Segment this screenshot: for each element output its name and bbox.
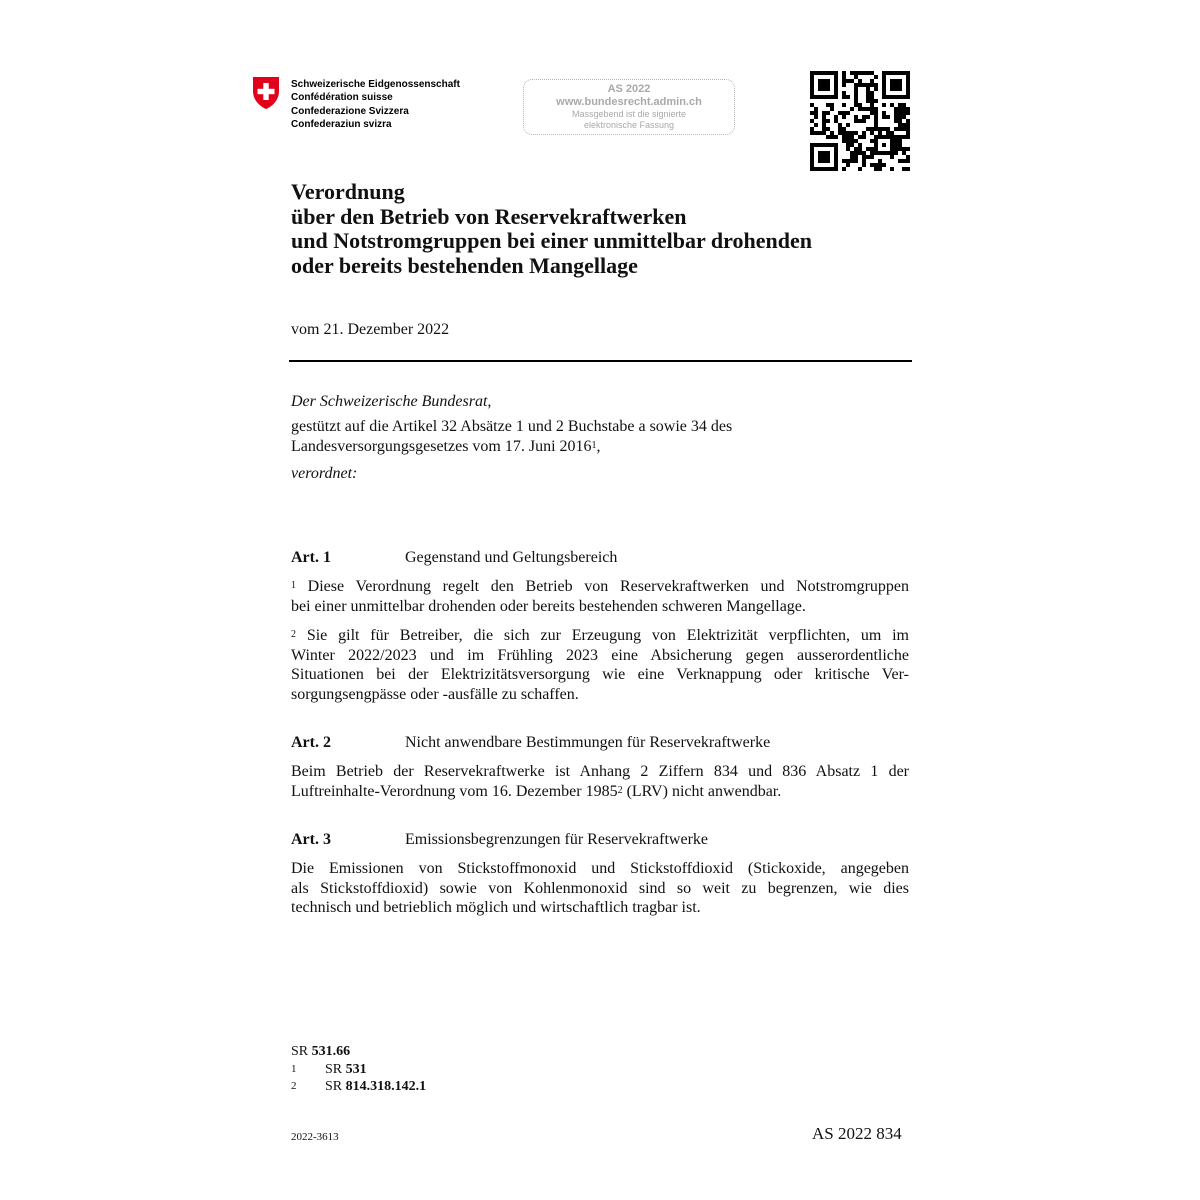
paragraph-line: als Stickstoffdioxid) sowie von Kohlenmonoxid sind so weit zu begrenzen, wie dies: [291, 879, 909, 897]
paragraph-line: [291, 626, 909, 646]
paragraph-line: Beim Betrieb der Reservekraftwerke ist Anhang 2 Ziffern 834 und 836 Absatz 1 der: [291, 763, 909, 780]
footnote-1: [291, 1061, 367, 1078]
article-2-paragraph: [291, 762, 909, 801]
paragraph-line: sorgungsengpässe oder -ausfälle zu schaffen.: [291, 685, 579, 703]
paragraph-text: Diese Verordnung regelt den Betrieb von Reservekraftwerken und Notstromgruppen: [296, 578, 909, 595]
footnote-marker-2: 2: [617, 784, 623, 796]
stamp-note-1: Massgebend ist die signierte: [571, 109, 687, 119]
title-line: über den Betrieb von Reservekraftwerken: [291, 203, 687, 229]
article-3-paragraph: [291, 859, 909, 918]
footnote-marker-1: 1: [591, 440, 597, 451]
legal-basis-line-2: [291, 437, 732, 457]
paragraph-text: Sie gilt für Betreiber, die sich zur Erzeugung von Elektrizität verpflichten, um im: [296, 627, 909, 644]
decree-title: [291, 180, 812, 278]
swiss-crest-icon: [252, 76, 280, 110]
paragraph-text: (LRV) nicht anwendbar.: [622, 782, 782, 800]
official-collection-reference: AS 2022 834: [812, 1124, 902, 1143]
decrees-formula: verordnet:: [291, 465, 358, 482]
sr-number: 531.66: [311, 1044, 351, 1059]
article-1-title: Gegenstand und Geltungsbereich: [405, 549, 618, 566]
paragraph-line: bei einer unmittelbar drohenden oder bereits bestehenden schweren Mangellage.: [291, 597, 806, 615]
title-divider: [289, 360, 912, 362]
legal-basis-text: Landesversorgungsgesetzes vom 17. Juni 2016: [291, 438, 592, 455]
paragraph-line: [291, 782, 909, 802]
legal-basis-line-1: gestützt auf die Artikel 32 Absätze 1 und 2 Buchstabe a sowie 34 des: [291, 418, 733, 435]
paragraph-line: Die Emissionen von Stickstoffmonoxid und Stickstoffdioxid (Stickoxide, angegeben: [291, 860, 909, 877]
qr-code-icon: [810, 71, 910, 171]
paragraph-line: Winter 2022/2023 und im Frühling 2023 eine Absicherung gegen ausserordentliche: [291, 646, 909, 664]
article-1-paragraph-2: [291, 626, 909, 704]
stamp-url: www.bundesrecht.admin.ch: [556, 96, 702, 108]
article-1-number: Art. 1: [291, 549, 331, 566]
issuing-authority: Der Schweizerische Bundesrat,: [291, 393, 492, 410]
title-line: Verordnung: [291, 179, 405, 204]
paragraph-marker: 1: [291, 580, 296, 591]
title-line: oder bereits bestehenden Mangellage: [291, 252, 638, 278]
footnote-number: 2: [291, 1080, 297, 1092]
confederation-name-de: Schweizerische Eidgenossenschaft: [291, 79, 460, 90]
authenticity-stamp: [523, 79, 735, 135]
sr-prefix: SR: [291, 1044, 312, 1059]
footnote-2: [291, 1078, 426, 1095]
article-3-title: Emissionsbegrenzungen für Reservekraftwerke: [405, 831, 708, 848]
article-2-number: Art. 2: [291, 734, 331, 751]
article-2-title: Nicht anwendbare Bestimmungen für Reservekraftwerke: [405, 734, 771, 751]
footnote-prefix: SR: [325, 1079, 346, 1094]
stamp-collection: AS 2022: [607, 83, 651, 95]
confederation-names: [291, 78, 460, 131]
confederation-name-fr: Confédération suisse: [291, 92, 393, 104]
footnote-ref: 531: [345, 1062, 367, 1077]
confederation-name-it: Confederazione Svizzera: [291, 105, 409, 117]
legal-basis-end: ,: [596, 438, 601, 455]
stamp-note-2: elektronische Fassung: [583, 119, 675, 130]
paragraph-line: technisch und betrieblich möglich und wirtschaftlich tragbar ist.: [291, 899, 701, 917]
decree-date: vom 21. Dezember 2022: [291, 321, 450, 338]
sr-classification: [291, 1044, 350, 1060]
paragraph-text: Luftreinhalte-Verordnung vom 16. Dezember 1985: [291, 782, 618, 800]
paragraph-marker: 2: [291, 629, 296, 640]
footnote-number: 1: [291, 1063, 297, 1075]
confederation-name-rm: Confederaziun svizra: [291, 118, 392, 130]
article-1-paragraph-1: [291, 577, 909, 616]
legal-basis: [291, 417, 732, 457]
paragraph-line: [291, 577, 909, 597]
paragraph-line: Situationen bei der Elektrizitätsversorgung wie eine Verknappung oder kritische Ver-: [291, 666, 909, 684]
article-3-number: Art. 3: [291, 831, 331, 848]
document-number: 2022-3613: [291, 1131, 339, 1143]
title-line: und Notstromgruppen bei einer unmittelbar drohenden: [291, 228, 812, 253]
footnote-prefix: SR: [325, 1062, 346, 1077]
footnote-ref: 814.318.142.1: [345, 1079, 427, 1094]
